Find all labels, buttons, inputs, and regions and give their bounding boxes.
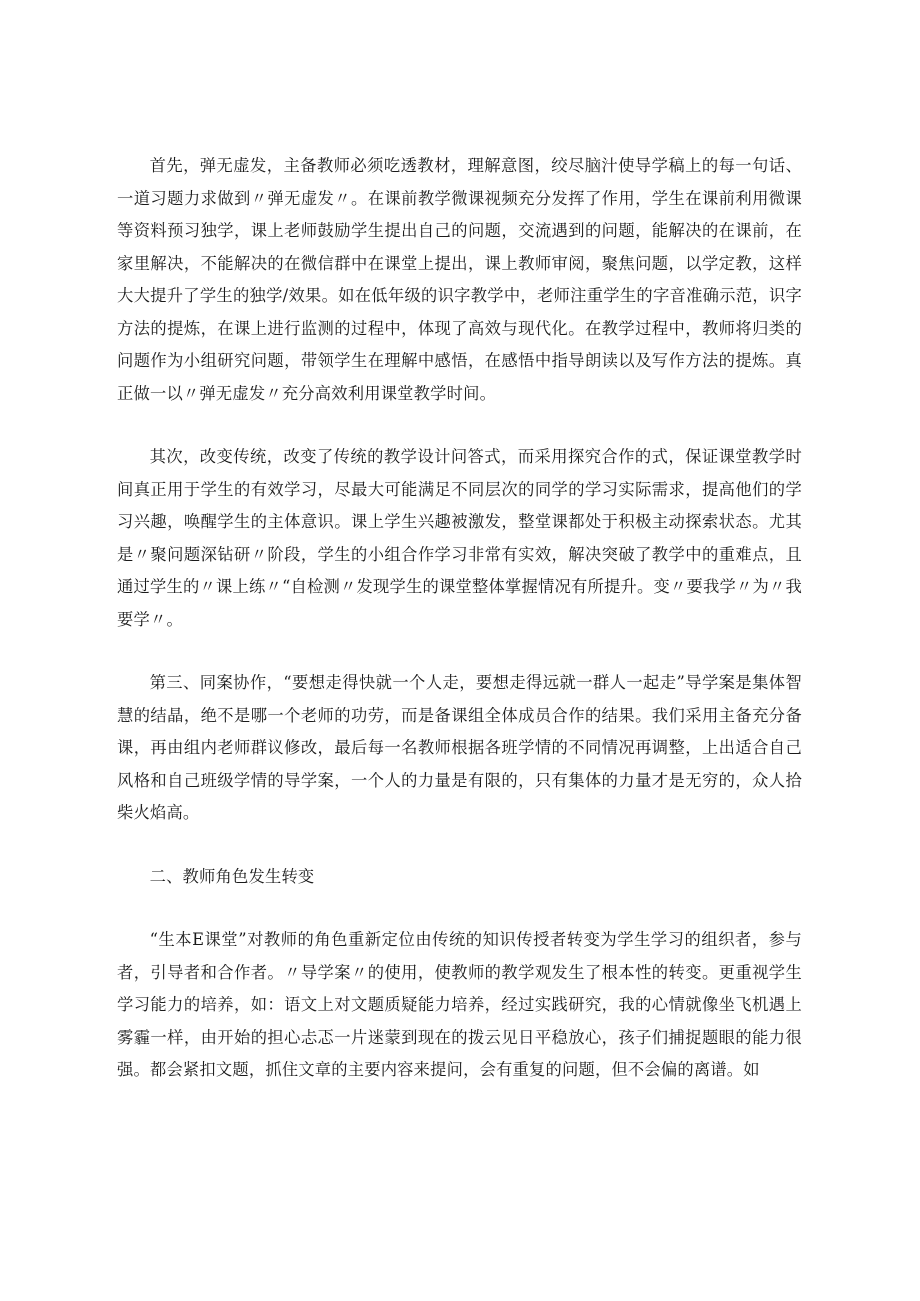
document-page (117, 150, 802, 1087)
paragraph-second-point: 其次，改变传统，改变了传统的教学设计问答式，而采用探究合作的式，保证课堂教学时间真正用于学生的有效学习，尽最大可能满足不同层次的同学的学习实际需求，提高他们的学习兴趣，唤醒学生的主体意识。课上学生兴趣被激发，整堂课都处于积极主动探索状态。尤其是〃聚问题深钻研〃阶段，学生的小组合作学习非常有实效，解决突破了教学中的重难点，且通过学生的〃课上练〃“自检测〃发现学生的课堂整体掌握情况有所提升。变〃要我学〃为〃我要学〃。 (117, 447, 802, 629)
paragraph-first-point: 首先，弹无虚发，主备教师必须吃透教材，理解意图，绞尽脑汁使导学稿上的每一句话、一道习题力求做到〃弹无虚发〃。在课前教学微课视频充分发挥了作用，学生在课前利用微课等资料预习独学，课上老师鼓励学生提出自己的问题，交流遇到的问题，能解决的在课前，在家里解决，不能解决的在微信群中在课堂上提出，课上教师审阅，聚焦问题，以学定教，这样大大提升了学生的独学/效果。如在低年级的识字教学中，老师注重学生的字音准确示范，识字方法的提炼，在课上进行监测的过程中，体现了高效与现代化。在教学过程中，教师将归类的问题作为小组研究问题，带领学生在理解中感悟，在感悟中指导朗读以及写作方法的提炼。真正做一以〃弹无虚发〃充分高效利用课堂教学时间。 (117, 156, 802, 403)
section-heading-teacher-role: 二、教师角色发生转变 (149, 866, 315, 886)
paragraph-teacher-role: “生本E课堂”对教师的角色重新定位由传统的知识传授者转变为学生学习的组织者，参与者，引导者和合作者。〃导学案〃的使用，使教师的教学观发生了根本性的转变。更重视学生学习能力的培养，如：语文上对文题质疑能力培养，经过实践研究，我的心情就像坐飞机遇上雾霾一样，由开始的担心忐忑一片迷蒙到现在的拨云见日平稳放心，孩子们捕捉题眼的能力很强。都会紧扣文题，抓住文章的主要内容来提问，会有重复的问题，但不会偏的离谱。如 (117, 930, 802, 1079)
paragraph-third-point: 第三、同案协作，“要想走得快就一个人走，要想走得远就一群人一起走”导学案是集体智慧的结晶，绝不是哪一个老师的功劳，而是备课组全体成员合作的结果。我们采用主备充分备课，再由组内老师群议修改，最后每一名教师根据各班学情的不同情况再调整，上出适合自己风格和自己班级学情的导学案，一个人的力量是有限的，只有集体的力量才是无穷的，众人拾柴火焰高。 (117, 673, 802, 822)
